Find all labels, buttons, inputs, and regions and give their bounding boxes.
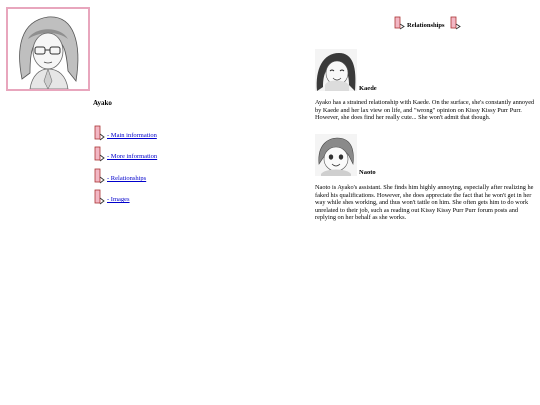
relationship-description: Naoto is Ayako's assistant. She finds him highly annoying, especially after realizing he faked his qualifications. However, she does appreciate the fact that he won't get in her way while shes working, and thus won't tattle on him. She often gets him to do work unrelated to their job, such as reading out Kissy Kissy Purr Purr forum posts and replying on her behalf as she works. <box>315 184 534 222</box>
portrait-kaede <box>315 49 357 91</box>
character-portrait-icon <box>315 134 357 176</box>
relationship-name: Naoto <box>359 169 376 176</box>
nav-link-more-information[interactable]: - More information <box>107 153 158 160</box>
character-avatar <box>6 7 90 91</box>
character-portrait-icon <box>8 9 88 89</box>
bookmark-icon <box>94 189 106 205</box>
nav-link-main-information[interactable]: - Main information <box>107 132 157 139</box>
bookmark-icon <box>94 146 106 162</box>
relationships-title: Relationships <box>407 22 445 29</box>
character-name: Ayako <box>93 99 112 107</box>
relationship-description: Ayako has a strained relationship with Kaede. On the surface, she's constantly annoyed by Kaede and her lax view on life, and "wrong" opinion on Kissy Kissy Purr Purr. However, she does find her really cute... She won't admit that though. <box>315 99 535 122</box>
bookmark-icon <box>394 16 406 30</box>
relationship-name: Kaede <box>359 85 377 92</box>
character-portrait-icon <box>315 49 357 91</box>
bookmark-icon <box>94 125 106 141</box>
bookmark-icon <box>450 16 462 30</box>
portrait-naoto <box>315 134 357 176</box>
bookmark-icon <box>94 168 106 184</box>
nav-link-images[interactable]: - Images <box>107 196 130 203</box>
relationships-heading <box>394 16 464 30</box>
nav-link-relationships[interactable]: - Relationships <box>107 175 147 182</box>
